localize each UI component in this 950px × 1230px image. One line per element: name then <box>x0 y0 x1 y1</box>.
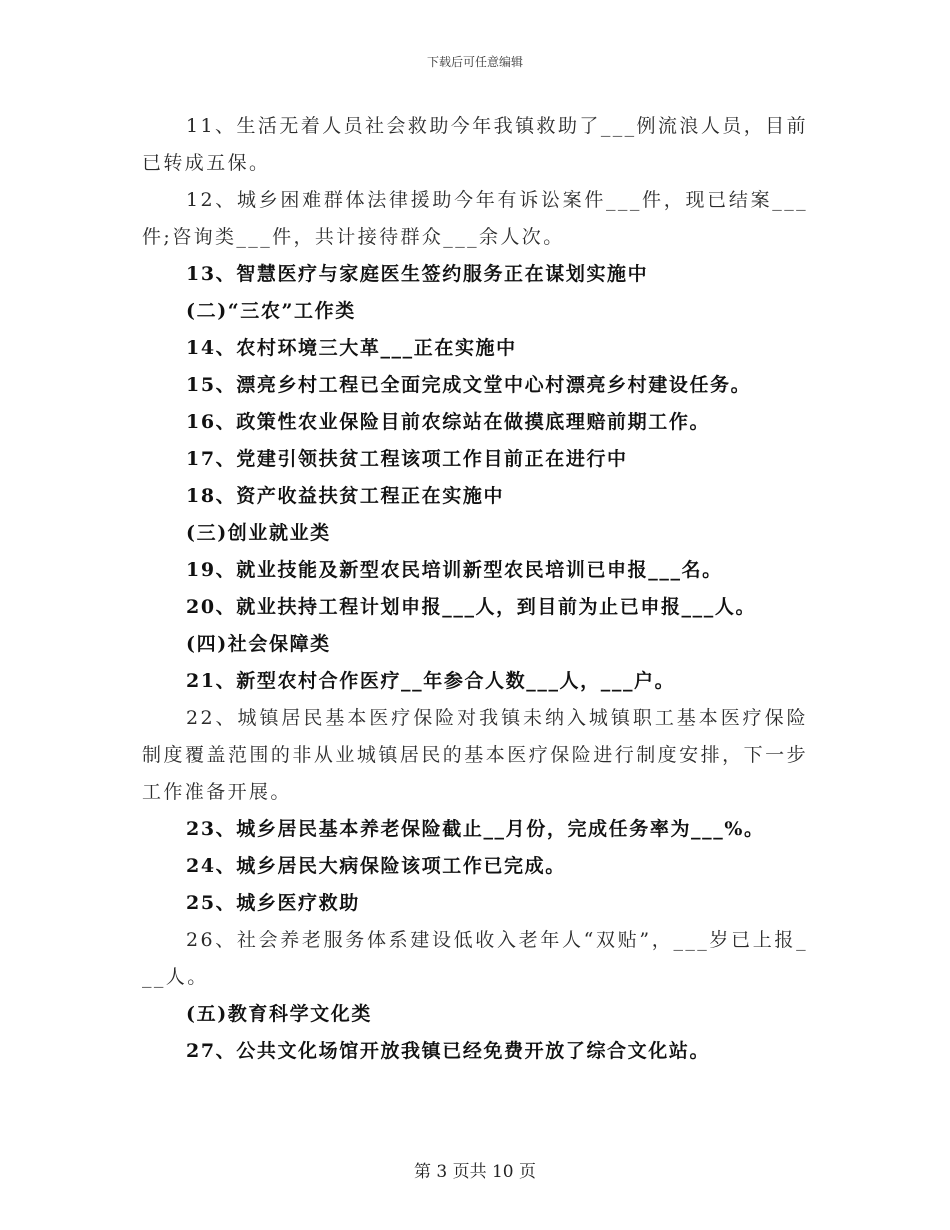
paragraph-26: 26、社会养老服务体系建设低收入老年人“双贴”，___岁已上报___人。 <box>142 929 808 988</box>
paragraph-24: 24、城乡居民大病保险该项工作已完成。 <box>186 855 566 877</box>
paragraph-17: 17、党建引领扶贫工程该项工作目前正在进行中 <box>186 448 628 470</box>
section-heading-3: (三)创业就业类 <box>186 522 331 544</box>
paragraph-27: 27、公共文化场馆开放我镇已经免费开放了综合文化站。 <box>186 1040 711 1062</box>
paragraph-22: 22、城镇居民基本医疗保险对我镇未纳入城镇职工基本医疗保险制度覆盖范围的非从业城镇居民的基本医疗保险进行制度安排，下一步工作准备开展。 <box>142 707 808 803</box>
section-heading-4: (四)社会保障类 <box>186 633 331 655</box>
paragraph-20: 20、就业扶持工程计划申报___人，到目前为止已申报___人。 <box>186 596 757 618</box>
paragraph-15: 15、漂亮乡村工程已全面完成文堂中心村漂亮乡村建设任务。 <box>186 374 752 396</box>
paragraph-11: 11、生活无着人员社会救助今年我镇救助了___例流浪人员，目前已转成五保。 <box>142 115 809 174</box>
paragraph-21: 21、新型农村合作医疗__年参合人数___人，___户。 <box>186 670 676 692</box>
document-body <box>142 108 808 1070</box>
section-heading-2: (二)“三农”工作类 <box>186 300 356 322</box>
paragraph-12: 12、城乡困难群体法律援助今年有诉讼案件___件，现已结案___件;咨询类___件，共计接待群众___余人次。 <box>142 189 808 248</box>
paragraph-19: 19、就业技能及新型农民培训新型农民培训已申报___名。 <box>186 559 723 581</box>
page-footer: 第 3 页共 10 页 <box>413 1162 537 1182</box>
paragraph-14: 14、农村环境三大革___正在实施中 <box>186 337 517 359</box>
paragraph-18: 18、资产收益扶贫工程正在实施中 <box>186 485 505 507</box>
paragraph-13: 13、智慧医疗与家庭医生签约服务正在谋划实施中 <box>186 263 649 285</box>
paragraph-16: 16、政策性农业保险目前农综站在做摸底理赔前期工作。 <box>186 411 711 433</box>
paragraph-23: 23、城乡居民基本养老保险截止__月份，完成任务率为___%。 <box>186 818 765 840</box>
page-header: 下载后可任意编辑 <box>426 55 523 69</box>
paragraph-25: 25、城乡医疗救助 <box>186 892 360 914</box>
section-heading-5: (五)教育科学文化类 <box>186 1003 372 1025</box>
